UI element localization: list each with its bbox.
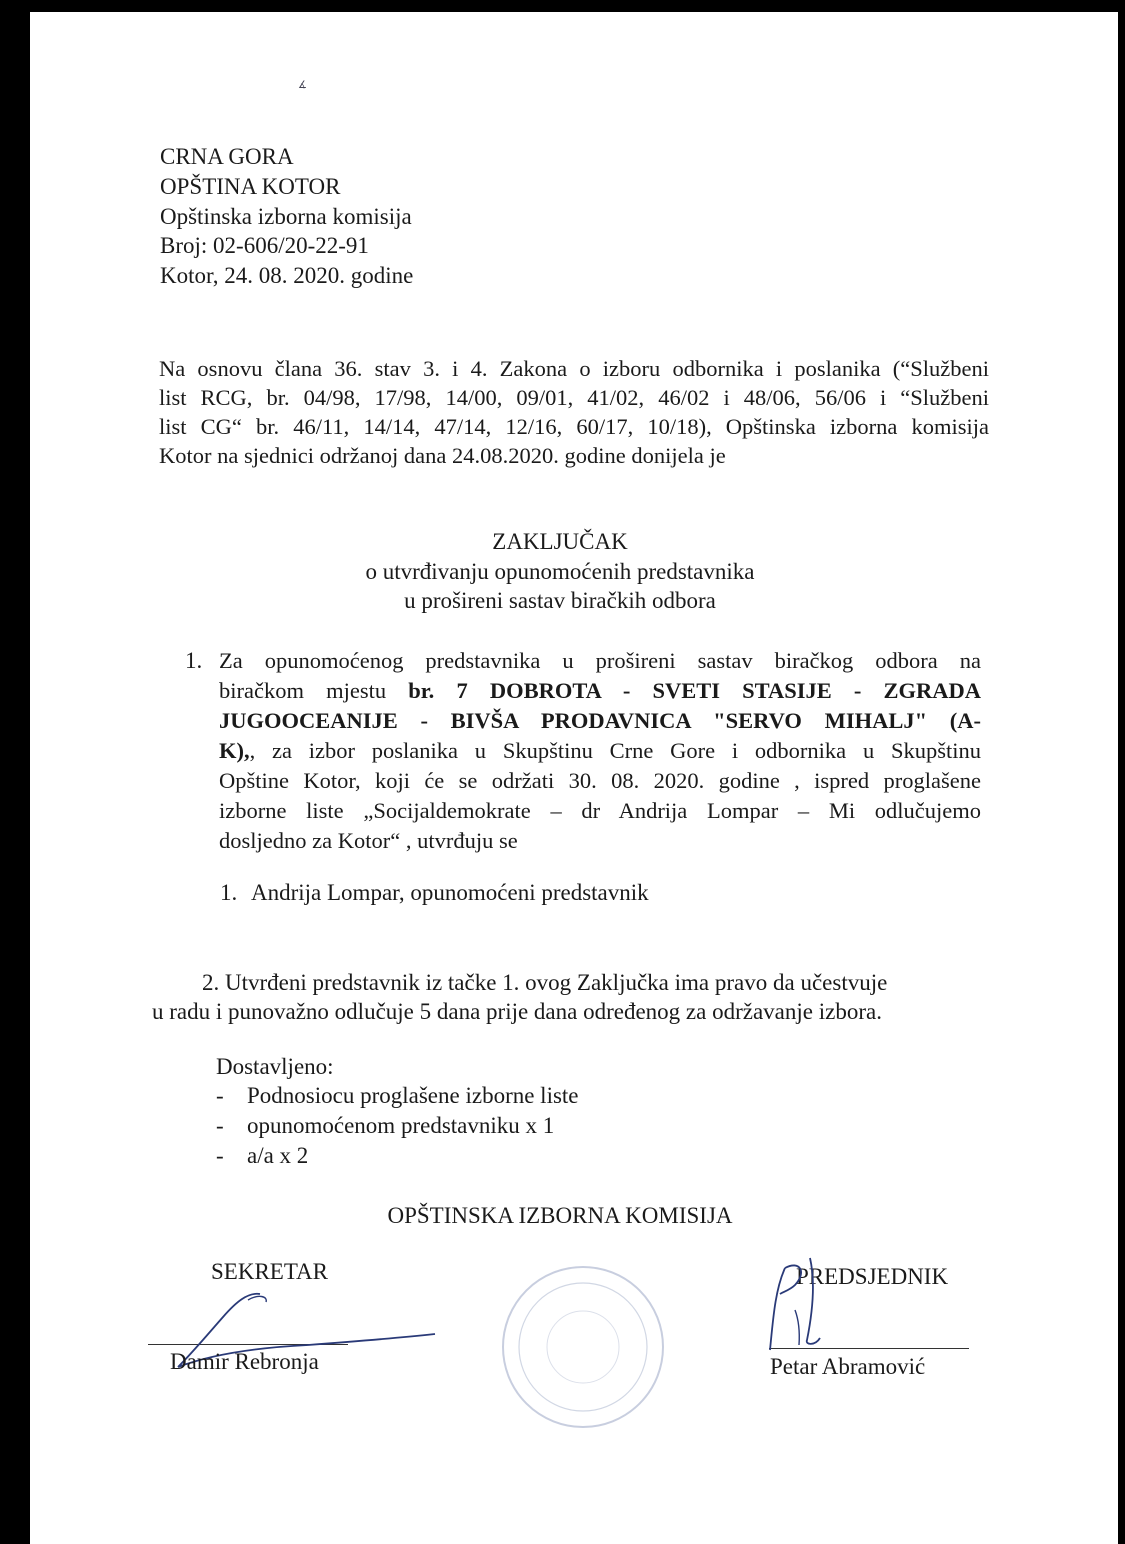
- secretary-name: Damir Rebronja: [170, 1349, 319, 1374]
- president-name: Petar Abramović: [770, 1354, 926, 1379]
- president-signature: [765, 1250, 845, 1360]
- polling-station-name: K),: [219, 738, 250, 763]
- document-title: ZAKLJUČAK: [492, 529, 628, 554]
- item-text: , za izbor poslanika u Skupštinu Crne Gore i odbornika u Skupštinu: [249, 738, 981, 763]
- header-country: CRNA GORA: [160, 144, 294, 169]
- item-line: [219, 736, 981, 766]
- intro-line: list RCG, br. 04/98, 17/98, 14/00, 09/01, 41/02, 46/02 i 48/06, 56/06 i “Službeni: [159, 385, 989, 410]
- secretary-title: SEKRETAR: [211, 1259, 328, 1284]
- intro-paragraph: [159, 354, 989, 470]
- document-page: [30, 12, 1118, 1544]
- delivered-item: Podnosiocu proglašene izborne liste: [247, 1083, 579, 1108]
- header-municipality: OPŠTINA KOTOR: [160, 174, 341, 199]
- commission-name: OPŠTINSKA IZBORNA KOMISIJA: [387, 1203, 733, 1228]
- delivered-heading: Dostavljeno:: [216, 1054, 334, 1079]
- item-line: izborne liste „Socijaldemokrate – dr Andrija Lompar – Mi odlučujemo: [219, 798, 981, 823]
- representative-number: 1.: [220, 880, 238, 905]
- header-number: Broj: 02-606/20-22-91: [160, 233, 369, 258]
- president-title: PREDSJEDNIK: [796, 1264, 949, 1289]
- document-subtitle: o utvrđivanju opunomoćenih predstavnika: [365, 559, 755, 584]
- item-1-body: [219, 646, 981, 856]
- header-commission: Opštinska izborna komisija: [160, 204, 412, 229]
- intro-line: list CG“ br. 46/11, 14/14, 47/14, 12/16, 60/17, 10/18), Opštinska izborna komisija: [159, 414, 989, 439]
- scan-mark: ∡: [298, 80, 307, 91]
- delivered-item: opunomoćenom predstavniku x 1: [247, 1113, 555, 1138]
- document-subtitle: u prošireni sastav biračkih odbora: [404, 588, 716, 613]
- item-text: biračkom mjestu: [219, 678, 409, 703]
- delivered-item: a/a x 2: [247, 1143, 309, 1168]
- item-2-line: 2. Utvrđeni predstavnik iz tačke 1. ovog Zaključka ima pravo da učestvuje: [202, 970, 888, 995]
- intro-line: Kotor na sjednici održanoj dana 24.08.2020. godine donijela je: [159, 443, 726, 468]
- delivered-dash: -: [216, 1143, 224, 1168]
- item-number: 1.: [185, 648, 203, 673]
- polling-station-name: JUGOOCEANIJE - BIVŠA PRODAVNICA "SERVO MIHALJ" (A-: [219, 708, 981, 733]
- item-line: dosljedno za Kotor“ , utvrđuju se: [219, 828, 518, 853]
- polling-station-name: br. 7 DOBROTA - SVETI STASIJE - ZGRADA: [408, 678, 982, 703]
- delivered-dash: -: [216, 1113, 224, 1138]
- intro-line: Na osnovu člana 36. stav 3. i 4. Zakona o izboru odbornika i poslanika (“Službeni: [159, 356, 989, 381]
- official-stamp: [498, 1262, 668, 1432]
- header-date: Kotor, 24. 08. 2020. godine: [160, 263, 414, 288]
- delivered-dash: -: [216, 1083, 224, 1108]
- item-line: Za opunomoćenog predstavnika u prošireni sastav biračkog odbora na: [219, 648, 981, 673]
- item-line: [219, 706, 981, 736]
- representative-name: Andrija Lompar, opunomoćeni predstavnik: [251, 880, 649, 905]
- item-line: Opštine Kotor, koji će se održati 30. 08. 2020. godine , ispred proglašene: [219, 768, 981, 793]
- item-2-line: u radu i punovažno odlučuje 5 dana prije dana određenog za održavanje izbora.: [152, 999, 882, 1024]
- item-line: [219, 676, 981, 706]
